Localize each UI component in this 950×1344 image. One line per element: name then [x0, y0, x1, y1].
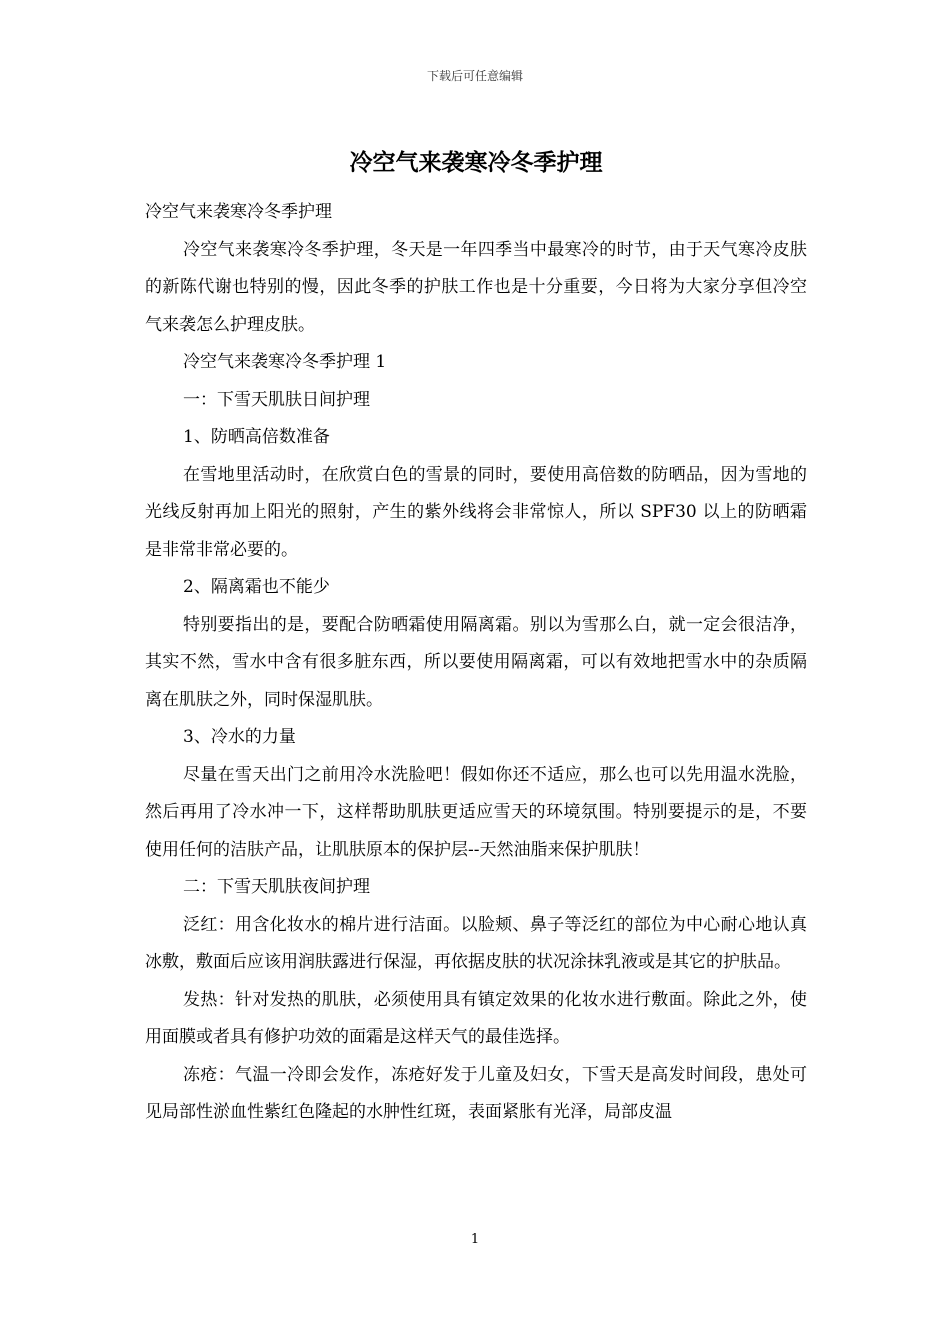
paragraph: 冻疮：气温一冷即会发作，冻疮好发于儿童及妇女，下雪天是高发时间段，患处可见局部性淤血性紫红色隆起的水肿性红斑，表面紧胀有光泽，局部皮温 [145, 1064, 807, 1122]
paragraph: 二：下雪天肌肤夜间护理 [183, 877, 370, 897]
paragraph: 3、冷水的力量 [183, 727, 296, 747]
document-body [145, 146, 807, 1132]
paragraph: 2、隔离霜也不能少 [183, 577, 330, 597]
paragraph-list [145, 194, 807, 1132]
paragraph: 冷空气来袭寒冷冬季护理 1 [183, 352, 387, 372]
paragraph: 冷空气来袭寒冷冬季护理 [145, 202, 332, 222]
paragraph: 特别要指出的是，要配合防晒霜使用隔离霜。别以为雪那么白，就一定会很洁净，其实不然，雪水中含有很多脏东西，所以要使用隔离霜，可以有效地把雪水中的杂质隔离在肌肤之外，同时保湿肌肤。 [145, 614, 807, 710]
page-number: 1 [470, 1232, 480, 1247]
document-title: 冷空气来袭寒冷冬季护理 [349, 149, 603, 176]
paragraph: 冷空气来袭寒冷冬季护理，冬天是一年四季当中最寒冷的时节，由于天气寒冷皮肤的新陈代谢也特别的慢，因此冬季的护肤工作也是十分重要，今日将为大家分享但冷空气来袭怎么护理皮肤。 [145, 239, 807, 335]
paragraph: 发热：针对发热的肌肤，必须使用具有镇定效果的化妆水进行敷面。除此之外，使用面膜或者具有修护功效的面霜是这样天气的最佳选择。 [145, 989, 807, 1047]
paragraph: 泛红：用含化妆水的棉片进行洁面。以脸颊、鼻子等泛红的部位为中心耐心地认真冰敷，敷面后应该用润肤露进行保湿，再依据皮肤的状况涂抹乳液或是其它的护肤品。 [145, 914, 807, 972]
page-header: 下载后可任意编辑 [426, 69, 523, 83]
paragraph: 尽量在雪天出门之前用冷水洗脸吧！假如你还不适应，那么也可以先用温水洗脸，然后再用了冷水冲一下，这样帮助肌肤更适应雪天的环境氛围。特别要提示的是，不要使用任何的洁肤产品，让肌肤原本的保护层--天然油脂来保护肌肤！ [145, 764, 807, 860]
paragraph: 1、防晒高倍数准备 [183, 427, 330, 447]
paragraph: 在雪地里活动时，在欣赏白色的雪景的同时，要使用高倍数的防晒品，因为雪地的光线反射再加上阳光的照射，产生的紫外线将会非常惊人，所以 SPF30 以上的防晒霜是非常非常必要的。 [145, 464, 807, 560]
paragraph: 一：下雪天肌肤日间护理 [183, 389, 370, 410]
